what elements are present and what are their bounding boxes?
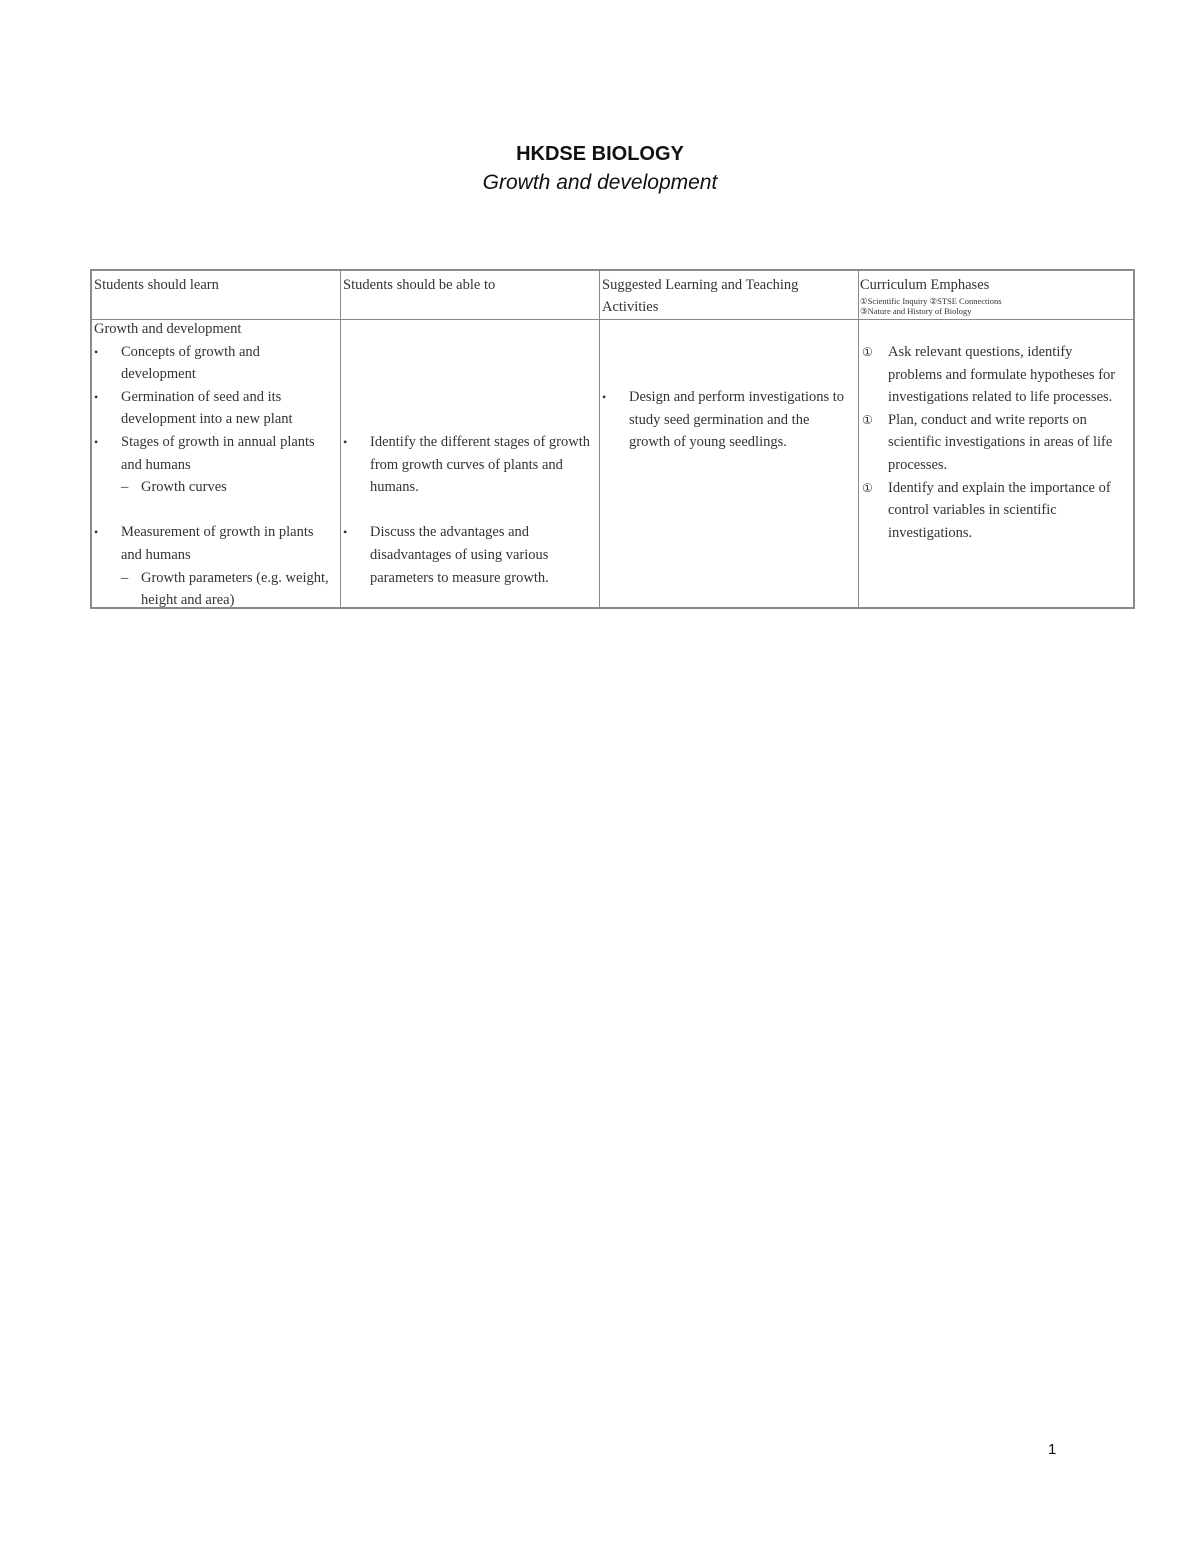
bullet-icon: • — [94, 434, 99, 449]
curriculum-table — [90, 269, 1135, 609]
col-students-should-be-able-to — [343, 431, 593, 589]
curriculum-emphases-note-1: ①Scientific Inquiry ②STSE Connections — [860, 296, 1002, 306]
list-item: ① Identify and explain the importance of control variables in scientific investigations. — [860, 477, 1128, 545]
column-divider — [340, 271, 341, 607]
sub-list-item: – Growth curves — [94, 476, 337, 499]
bullet-icon: • — [343, 435, 348, 449]
list-item: ① Plan, conduct and write reports on scientific investigations in areas of life processes. — [860, 409, 1128, 477]
bullet-icon: • — [343, 525, 348, 540]
list-item: • Concepts of growth and development — [94, 341, 337, 386]
col-suggested-activities — [602, 386, 852, 454]
list-item: • Identify the different stages of growth from growth curves of plants and humans. — [343, 431, 593, 499]
header-suggested-activities: Suggested Learning and Teaching Activities — [602, 277, 799, 315]
dash-icon: – — [121, 479, 129, 496]
bullet-icon: • — [602, 390, 607, 404]
curriculum-emphases-label: Curriculum Emphases — [860, 277, 990, 293]
list-item: • Germination of seed and its development into a new plant — [94, 386, 337, 431]
bullet-icon: • — [94, 525, 99, 540]
sub-list-item: – Growth parameters (e.g. weight, height and area) — [94, 567, 337, 612]
dash-icon: – — [121, 569, 129, 586]
page-number: 1 — [1048, 1441, 1057, 1458]
document-subtitle: Growth and development — [482, 171, 718, 194]
column-divider — [599, 271, 600, 607]
document-title: HKDSE BIOLOGY — [516, 143, 684, 165]
section-heading: Growth and development — [94, 321, 242, 337]
header-students-should-be-able-to: Students should be able to — [343, 277, 496, 293]
header-students-should-learn: Students should learn — [94, 277, 219, 293]
list-item: • Design and perform investigations to study seed germination and the growth of young seedlings. — [602, 386, 852, 454]
list-item: • Discuss the advantages and disadvantages of using various parameters to measure growth. — [343, 521, 593, 589]
header-curriculum-emphases — [860, 274, 1130, 316]
bullet-icon: • — [94, 344, 99, 359]
circled-one-icon: ① — [862, 412, 873, 427]
list-item: ① Ask relevant questions, identify problems and formulate hypotheses for investigations related to life processes. — [860, 341, 1128, 409]
col-curriculum-emphases — [860, 341, 1128, 544]
curriculum-emphases-note-2: ③Nature and History of Biology — [860, 306, 972, 316]
col-students-should-learn — [94, 318, 337, 612]
list-item: • Measurement of growth in plants and humans — [94, 521, 337, 566]
circled-one-icon: ① — [862, 345, 873, 359]
circled-one-icon: ① — [862, 480, 873, 495]
column-divider — [858, 271, 859, 607]
list-item: • Stages of growth in annual plants and humans — [94, 431, 337, 476]
bullet-icon: • — [94, 389, 99, 404]
